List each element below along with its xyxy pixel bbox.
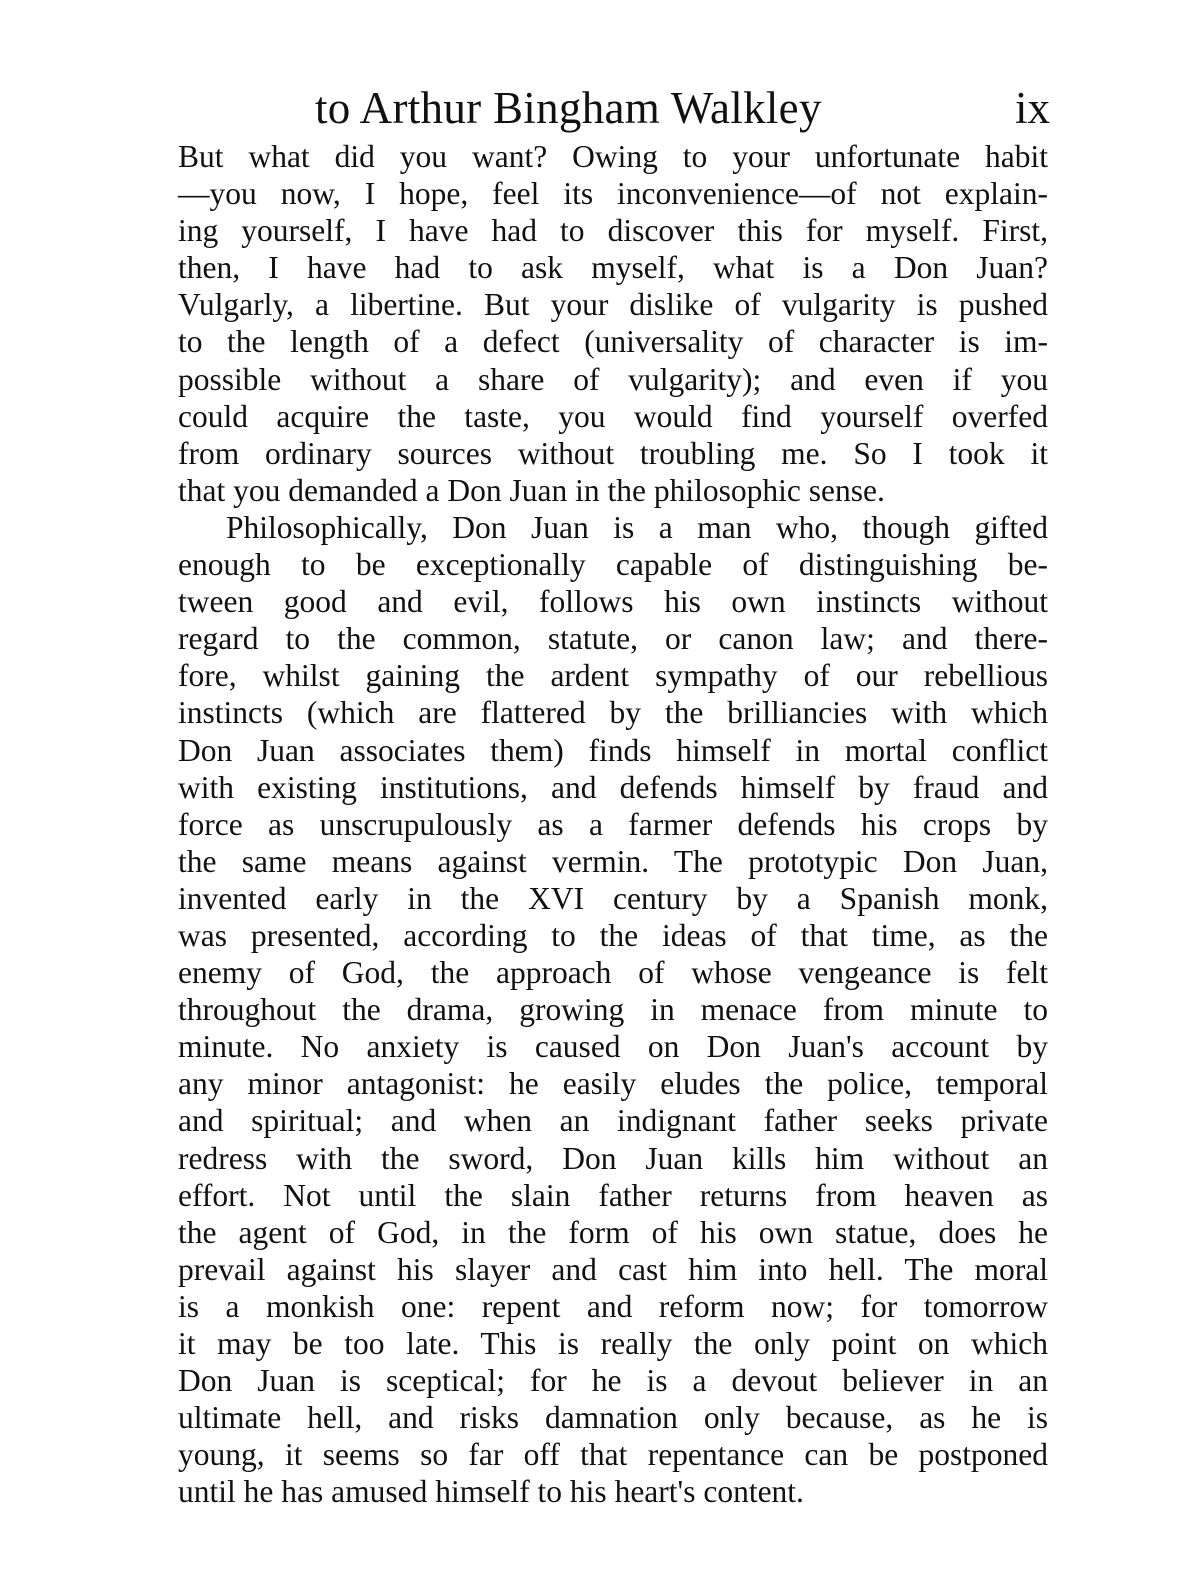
text-line: then, I have had to ask myself, what is a Don Juan? [178, 250, 1048, 286]
text-line: the same means against vermin. The prototypic Don Juan, [178, 843, 1048, 879]
text-line: invented early in the XVI century by a Spanish monk, [178, 880, 1048, 916]
text-line: was presented, according to the ideas of that time, as the [178, 917, 1048, 953]
text-line: could acquire the taste, you would find yourself overfed [178, 398, 1048, 434]
text-line: is a monkish one: repent and reform now; for tomorrow [178, 1288, 1048, 1324]
text-line: force as unscrupulously as a farmer defends his crops by [178, 806, 1048, 842]
paragraph-1 [178, 138, 1048, 509]
text-line: Philosophically, Don Juan is a man who, though gifted [226, 509, 1048, 545]
text-line: possible without a share of vulgarity); and even if you [178, 361, 1048, 397]
text-line: ultimate hell, and risks damnation only because, as he is [178, 1400, 1048, 1436]
text-line: redress with the sword, Don Juan kills him without an [178, 1140, 1048, 1176]
text-line: regard to the common, statute, or canon law; and there- [178, 621, 1048, 657]
text-line: from ordinary sources without troubling me. So I took it [178, 435, 1048, 471]
text-line: ing yourself, I have had to discover this for myself. First, [178, 213, 1048, 249]
text-line: —you now, I hope, feel its inconvenience—of not explain- [178, 176, 1048, 212]
text-line: throughout the drama, growing in menace from minute to [178, 992, 1048, 1028]
text-line: it may be too late. This is really the only point on which [178, 1326, 1048, 1361]
text-line: that you demanded a Don Juan in the philosophic sense. [178, 472, 885, 508]
text-line: to the length of a defect (universality of character is im- [178, 324, 1048, 360]
page-number: ix [1014, 83, 1050, 133]
running-title: to Arthur Bingham Walkley [315, 83, 822, 133]
text-line: instincts (which are flattered by the brilliancies with which [178, 695, 1048, 731]
text-line: Don Juan associates them) finds himself in mortal conflict [178, 732, 1048, 768]
text-line: Don Juan is sceptical; for he is a devout believer in an [178, 1363, 1048, 1399]
text-line: Vulgarly, a libertine. But your dislike of vulgarity is pushed [178, 287, 1048, 323]
text-line: effort. Not until the slain father returns from heaven as [178, 1177, 1048, 1213]
paragraph-2 [178, 509, 1048, 1511]
text-line: and spiritual; and when an indignant father seeks private [178, 1103, 1048, 1139]
text-line: young, it seems so far off that repentance can be postponed [178, 1437, 1048, 1473]
text-line: with existing institutions, and defends himself by fraud and [178, 769, 1048, 805]
text-line: prevail against his slayer and cast him into hell. The moral [178, 1251, 1048, 1287]
text-line: fore, whilst gaining the ardent sympathy of our rebellious [178, 658, 1048, 694]
body-text [178, 138, 1048, 1510]
text-line: enemy of God, the approach of whose vengeance is felt [178, 955, 1048, 991]
text-line: the agent of God, in the form of his own statue, does he [178, 1214, 1048, 1250]
text-line: until he has amused himself to his heart's content. [178, 1474, 804, 1510]
text-line: enough to be exceptionally capable of distinguishing be- [178, 547, 1048, 583]
text-line: minute. No anxiety is caused on Don Juan's account by [178, 1029, 1048, 1065]
page-header [175, 78, 1050, 138]
text-line: any minor antagonist: he easily eludes the police, temporal [178, 1066, 1048, 1102]
text-line: tween good and evil, follows his own instincts without [178, 584, 1048, 620]
text-line: But what did you want? Owing to your unfortunate habit [178, 139, 1048, 174]
